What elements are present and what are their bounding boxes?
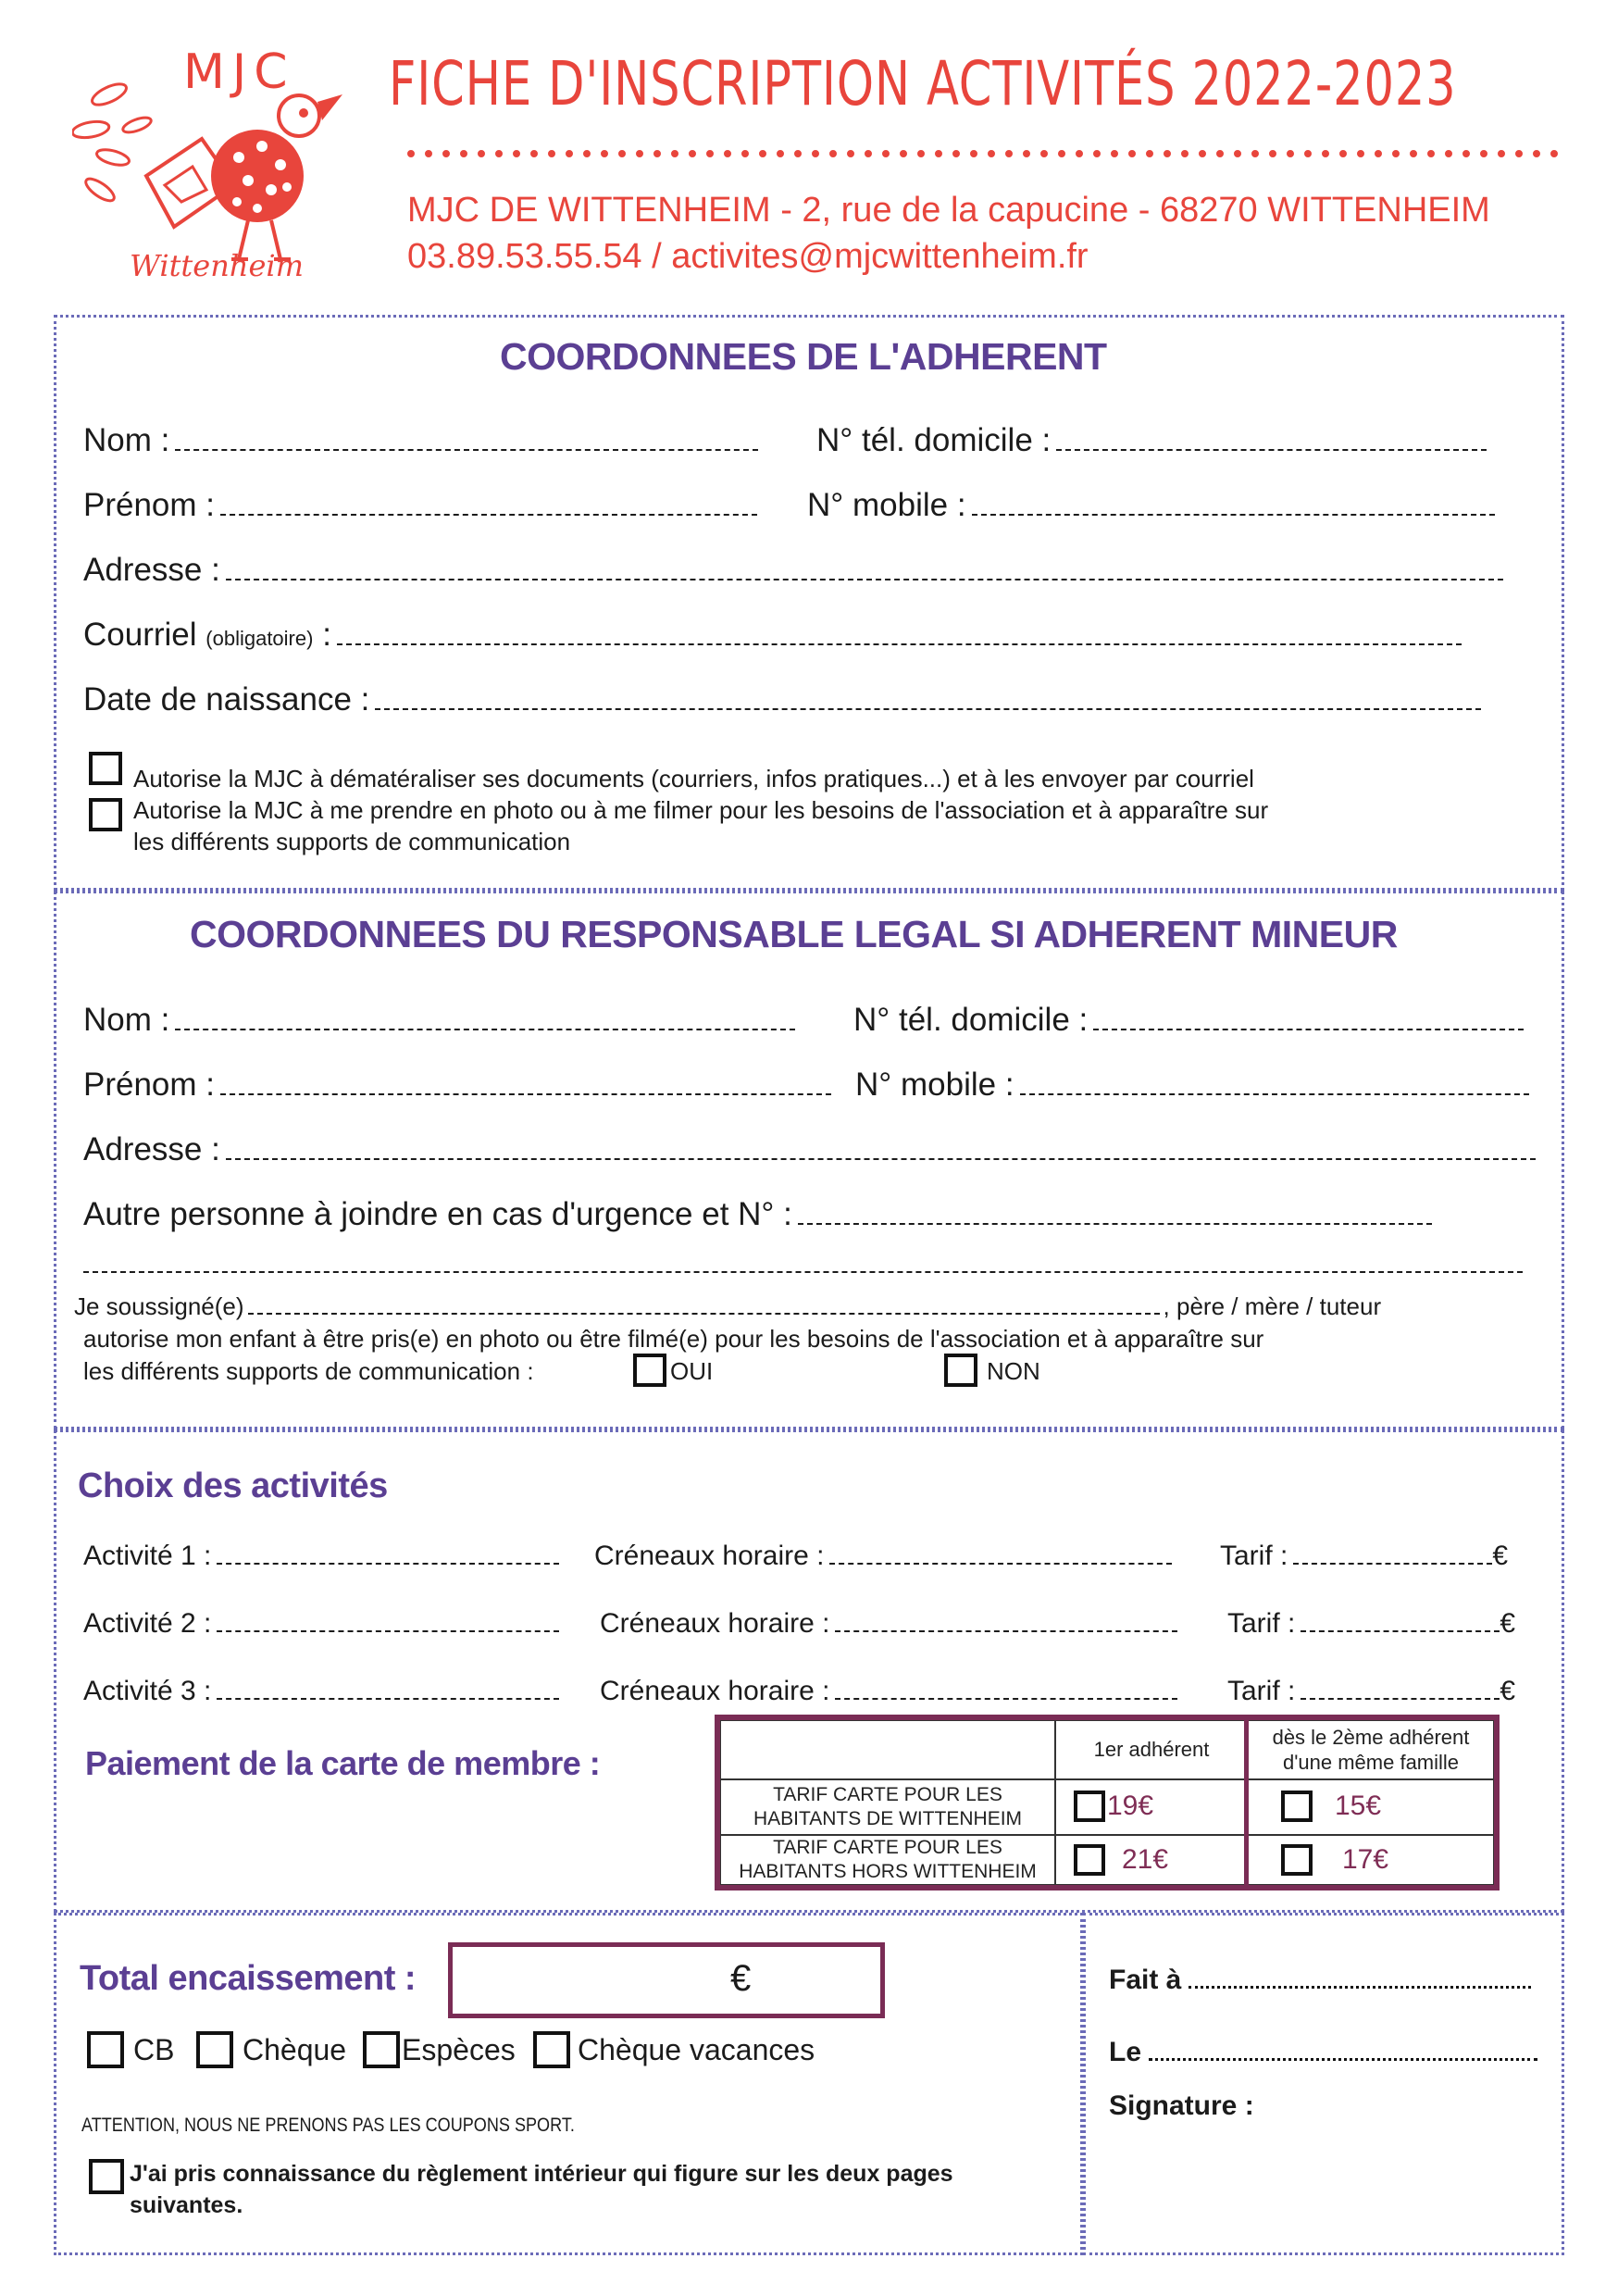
resp-mobile-row — [855, 1067, 1529, 1104]
resp-tel-label: N° tél. domicile : — [853, 1002, 1089, 1038]
oui-checkbox[interactable] — [633, 1354, 666, 1387]
le-label: Le — [1109, 2037, 1142, 2067]
table-corner-cell — [720, 1720, 1055, 1779]
consent-photo-checkbox[interactable] — [89, 798, 122, 831]
creneaux-3-row — [600, 1676, 1177, 1707]
total-currency: € — [730, 1958, 752, 1999]
cb-checkbox[interactable] — [87, 2031, 124, 2068]
courriel-colon: : — [322, 617, 331, 653]
tarif-2-field[interactable] — [1301, 1612, 1500, 1632]
paiement-carte-title: Paiement de la carte de membre : — [85, 1744, 601, 1782]
activite-2-label: Activité 2 : — [83, 1608, 212, 1639]
autorise-text-2: les différents supports de communication : — [83, 1357, 534, 1385]
naissance-field[interactable] — [375, 684, 1481, 710]
non-label: NON — [987, 1357, 1040, 1385]
mjc-logo — [72, 37, 350, 287]
prenom-label: Prénom : — [83, 487, 215, 523]
resp-nom-row — [83, 1002, 795, 1039]
attention-note: ATTENTION, NOUS NE PRENONS PAS LES COUPONS SPORT. — [81, 2115, 575, 2136]
activite-3-row — [83, 1676, 559, 1707]
consent-documents-text: Autorise la MJC à dématéraliser ses documents (courriers, infos pratiques...) et à les envoyer par courriel — [133, 765, 1254, 792]
logo-city: Wittenheim — [130, 248, 304, 283]
especes-label: Espèces — [402, 2033, 516, 2066]
activite-1-field[interactable] — [217, 1544, 559, 1565]
tarif-2-label: Tarif : — [1227, 1608, 1296, 1639]
creneaux-1-label: Créneaux horaire : — [594, 1541, 825, 1571]
total-label: Total encaissement : — [80, 1959, 417, 1998]
nom-label: Nom : — [83, 422, 170, 458]
address-line: MJC DE WITTENHEIM - 2, rue de la capucine - 68270 WITTENHEIM — [407, 191, 1490, 230]
euro-1: € — [1492, 1541, 1509, 1571]
autorise-text-1: autorise mon enfant à être pris(e) en photo ou être filmé(e) pour les besoins de l'association et à apparaître sur — [83, 1325, 1264, 1353]
tarif-1-row — [1220, 1541, 1508, 1572]
logo-text: MJC — [183, 44, 295, 100]
adherent-naissance-row — [83, 681, 1481, 718]
resp-prenom-label: Prénom : — [83, 1067, 215, 1103]
tarif-1-field[interactable] — [1293, 1544, 1492, 1565]
col-1er-adherent: 1er adhérent — [1055, 1720, 1248, 1779]
mobile-label: N° mobile : — [807, 487, 966, 523]
creneaux-2-label: Créneaux horaire : — [600, 1608, 830, 1639]
adresse-field[interactable] — [226, 555, 1503, 580]
mobile-field[interactable] — [972, 490, 1495, 516]
creneaux-1-field[interactable] — [829, 1544, 1172, 1565]
resp-urgence-row-2 — [83, 1244, 1523, 1281]
tarif-15-price: 15€ — [1335, 1791, 1382, 1821]
non-checkbox[interactable] — [944, 1354, 977, 1387]
courriel-note: (obligatoire) — [205, 627, 314, 650]
adherent-mobile-row — [807, 487, 1495, 524]
fait-a-row — [1109, 1965, 1531, 1996]
activite-1-row — [83, 1541, 559, 1572]
urgence-label: Autre personne à joindre en cas d'urgence et N° : — [83, 1196, 792, 1232]
soussigne-field[interactable] — [248, 1296, 1160, 1315]
adherent-adresse-row — [83, 552, 1503, 589]
activite-2-field[interactable] — [217, 1612, 559, 1632]
bird-logo-icon — [72, 37, 350, 287]
urgence-field-2[interactable] — [83, 1247, 1523, 1273]
tarif-19-checkbox[interactable] — [1074, 1791, 1105, 1822]
euro-3: € — [1500, 1676, 1516, 1706]
activite-2-row — [83, 1608, 559, 1640]
tarif-1-label: Tarif : — [1220, 1541, 1288, 1571]
tarif-3-row — [1227, 1676, 1515, 1707]
activite-1-label: Activité 1 : — [83, 1541, 212, 1571]
creneaux-1-row — [594, 1541, 1172, 1572]
signature-label: Signature : — [1109, 2090, 1254, 2121]
cb-label: CB — [133, 2033, 175, 2066]
tarif-3-label: Tarif : — [1227, 1676, 1296, 1706]
prenom-field[interactable] — [220, 490, 757, 516]
reglement-text-2: suivantes. — [130, 2192, 243, 2218]
resp-prenom-field[interactable] — [220, 1069, 831, 1095]
resp-urgence-row — [83, 1196, 1432, 1233]
tarif-15-checkbox[interactable] — [1281, 1791, 1313, 1822]
adherent-nom-row — [83, 422, 758, 459]
row-hors-wittenheim-label: TARIF CARTE POUR LES HABITANTS HORS WITTENHEIM — [720, 1835, 1055, 1885]
urgence-field[interactable] — [798, 1199, 1432, 1225]
resp-adresse-row — [83, 1131, 1536, 1168]
tarif-19-price: 19€ — [1107, 1791, 1154, 1821]
resp-adresse-field[interactable] — [226, 1134, 1536, 1160]
tarif-21-price: 21€ — [1122, 1844, 1169, 1875]
total-field[interactable] — [448, 1942, 885, 2018]
cheque-vacances-label: Chèque vacances — [578, 2033, 815, 2066]
creneaux-3-field[interactable] — [835, 1679, 1177, 1700]
tel-domicile-label: N° tél. domicile : — [816, 422, 1052, 458]
col-2eme-adherent: dès le 2ème adhérent d'une même famille — [1248, 1720, 1494, 1779]
resp-adresse-label: Adresse : — [83, 1131, 220, 1167]
tarif-3-field[interactable] — [1301, 1679, 1500, 1700]
row-wittenheim-label: TARIF CARTE POUR LES HABITANTS DE WITTENHEIM — [720, 1779, 1055, 1835]
resp-nom-field[interactable] — [175, 1004, 795, 1030]
contact-line: 03.89.53.55.54 / activites@mjcwittenheim.fr — [407, 237, 1089, 276]
creneaux-2-row — [600, 1608, 1177, 1640]
adherent-courriel-row — [83, 617, 1462, 654]
nom-field[interactable] — [175, 425, 758, 451]
tarif-2-row — [1227, 1608, 1515, 1640]
activite-3-field[interactable] — [217, 1679, 559, 1700]
le-row — [1109, 2037, 1537, 2068]
reglement-checkbox[interactable] — [89, 2159, 124, 2194]
resp-mobile-field[interactable] — [1020, 1069, 1529, 1095]
tarif-17-checkbox[interactable] — [1281, 1844, 1313, 1876]
resp-prenom-row — [83, 1067, 831, 1104]
euro-2: € — [1500, 1608, 1516, 1639]
cheque-vacances-checkbox[interactable] — [533, 2031, 570, 2068]
soussigne-end: , père / mère / tuteur — [1163, 1292, 1382, 1320]
adherent-prenom-row — [83, 487, 757, 524]
table-divider — [1244, 1720, 1249, 1885]
naissance-label: Date de naissance : — [83, 681, 370, 718]
reglement-text-1: J'ai pris connaissance du règlement intérieur qui figure sur les deux pages — [130, 2161, 953, 2187]
resp-tel-field[interactable] — [1093, 1004, 1524, 1030]
fait-a-label: Fait à — [1109, 1965, 1182, 1995]
resp-tel-row — [853, 1002, 1524, 1039]
resp-mobile-label: N° mobile : — [855, 1067, 1014, 1103]
courriel-label: Courriel — [83, 617, 197, 653]
activites-section-title: Choix des activités — [78, 1466, 388, 1505]
creneaux-3-label: Créneaux horaire : — [600, 1676, 830, 1706]
consent-photo-text-2: les différents supports de communication — [133, 828, 571, 855]
tel-domicile-field[interactable] — [1056, 425, 1487, 451]
le-field[interactable] — [1149, 2038, 1537, 2061]
especes-checkbox[interactable] — [363, 2031, 400, 2068]
adherent-tel-row — [816, 422, 1487, 459]
courriel-field[interactable] — [337, 619, 1462, 645]
creneaux-2-field[interactable] — [835, 1612, 1177, 1632]
activite-3-label: Activité 3 : — [83, 1676, 212, 1706]
responsable-section-title: COORDONNEES DU RESPONSABLE LEGAL SI ADHERENT MINEUR — [190, 913, 1398, 955]
tarif-table — [715, 1715, 1500, 1890]
adresse-label: Adresse : — [83, 552, 220, 588]
soussigne-label: Je soussigné(e) — [74, 1292, 244, 1320]
fait-a-field[interactable] — [1189, 1965, 1531, 1989]
consent-photo-text-1: Autorise la MJC à me prendre en photo ou à me filmer pour les besoins de l'association et à apparaître sur — [133, 796, 1269, 824]
dotted-divider — [407, 148, 1560, 159]
adherent-section-title: COORDONNEES DE L'ADHERENT — [500, 335, 1107, 378]
cheque-label: Chèque — [243, 2033, 347, 2066]
resp-nom-label: Nom : — [83, 1002, 170, 1038]
soussigne-row — [74, 1292, 1381, 1321]
tarif-21-checkbox[interactable] — [1074, 1844, 1105, 1876]
tarif-17-price: 17€ — [1342, 1844, 1389, 1875]
cheque-checkbox[interactable] — [196, 2031, 233, 2068]
oui-label: OUI — [670, 1357, 714, 1385]
consent-documents-checkbox[interactable] — [89, 752, 122, 785]
page-title: FICHE D'INSCRIPTION ACTIVITÉS 2022-2023 — [389, 48, 1457, 119]
